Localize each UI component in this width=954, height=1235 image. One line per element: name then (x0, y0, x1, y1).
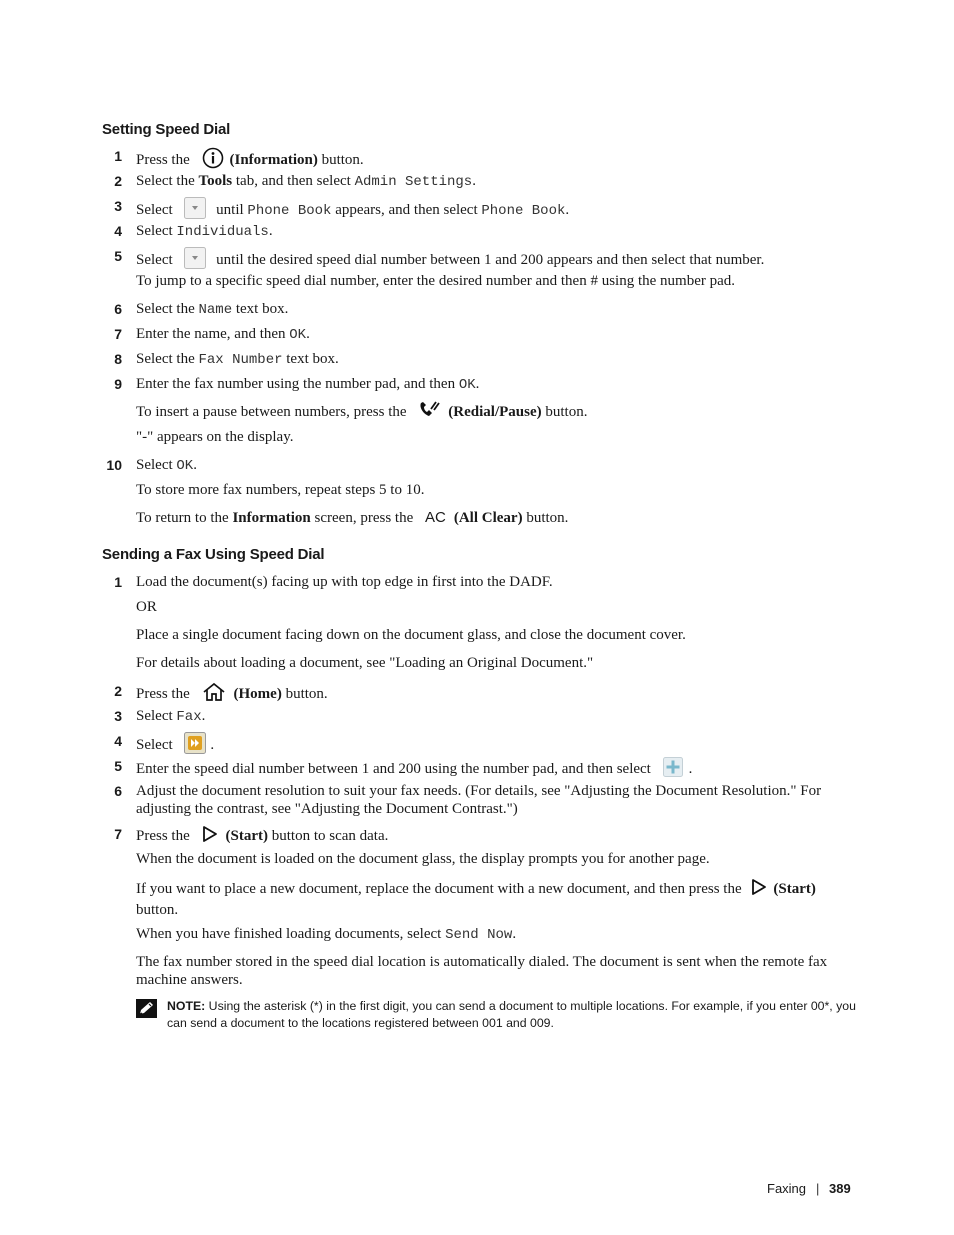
step-1-details: For details about loading a document, see "Loading an Original Document." (136, 655, 594, 671)
information-icon (202, 147, 224, 174)
scroll-down-icon (184, 197, 206, 224)
add-icon (663, 757, 683, 782)
note-pencil-icon (136, 999, 157, 1023)
all-clear-icon: AC (425, 509, 446, 526)
speed-dial-icon (184, 732, 206, 759)
page-number: 389 (829, 1181, 851, 1196)
step-5-note: To jump to a specific speed dial number, enter the desired number and then # using the number pad. (136, 273, 736, 289)
start-icon (751, 878, 767, 901)
scroll-down-icon (184, 247, 206, 274)
footer-section-name: Faxing (767, 1181, 807, 1196)
footer-separator: | (816, 1181, 820, 1196)
section-title-setting-speed-dial: Setting Speed Dial (102, 121, 231, 138)
step-7-prompt-note: When the document is loaded on the document glass, the display prompts you for another page. (136, 851, 710, 867)
redial-pause-icon (418, 400, 440, 425)
step-10-note: To store more fax numbers, repeat steps 5 to 10. (136, 482, 425, 498)
note-text: NOTE: Using the asterisk (*) in the first digit, you can send a document to multiple locations. For example, if you enter 00*, you can send a document to the locations registered between 001 and 009. (167, 999, 856, 1030)
step-7-new-document-note: If you want to place a new document, replace the document with a new document, and then press the (Start) button. (136, 878, 851, 919)
step-9-display-note: "-" appears on the display. (136, 429, 294, 445)
step-1-or: OR (136, 599, 157, 615)
step-7-dial-note: The fax number stored in the speed dial location is automatically dialed. The document is sent when the remote fax machine answers. (136, 954, 828, 988)
start-icon (202, 825, 218, 848)
section-title-sending-fax-speed-dial: Sending a Fax Using Speed Dial (102, 546, 325, 563)
home-icon (202, 682, 226, 707)
step-1-alt: Place a single document facing down on the document glass, and close the document cover. (136, 627, 686, 643)
